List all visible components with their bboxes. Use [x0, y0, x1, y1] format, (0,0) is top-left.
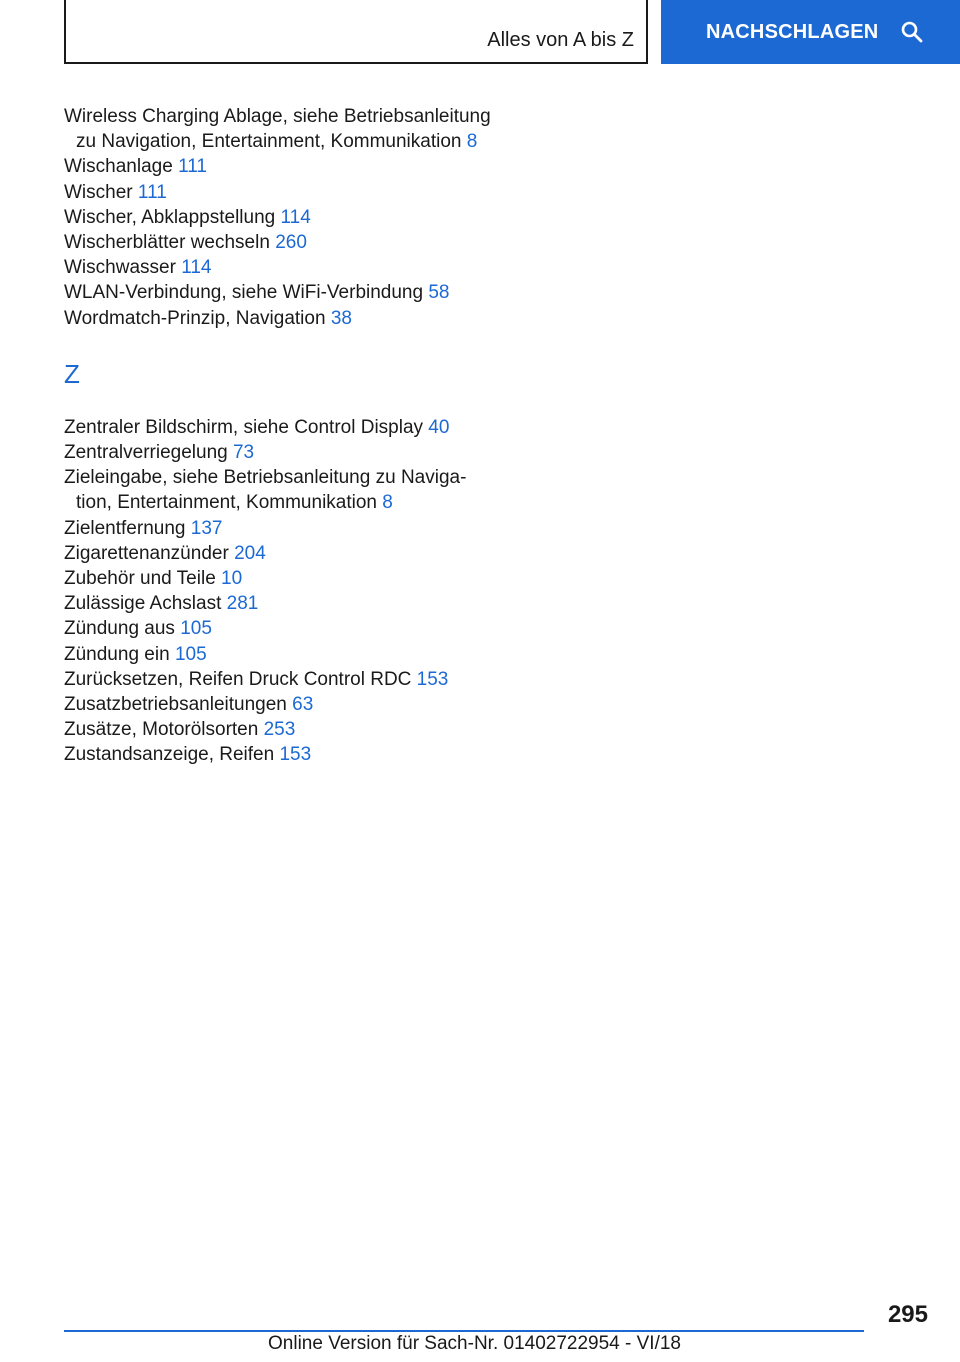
index-entry-text: Wischanlage [64, 156, 173, 178]
index-entry-text: Zentraler Bildschirm, siehe Control Display [64, 416, 424, 438]
header-frame [64, 0, 648, 64]
index-entry [64, 306, 494, 331]
index-page-link[interactable]: 63 [292, 694, 314, 716]
index-entry-text: Zubehör und Teile [64, 568, 216, 590]
index-page-link[interactable]: 114 [280, 206, 311, 228]
index-page-link[interactable]: 10 [221, 568, 243, 590]
page-number: 295 [887, 1301, 928, 1328]
index-entry-text: Zieleingabe, siehe Betriebsanleitung zu Navigation, Entertainment, Kommunikation [64, 467, 467, 514]
index-page-link[interactable]: 153 [416, 668, 449, 690]
index-entry [64, 616, 494, 641]
index-entry [64, 205, 494, 230]
index-page-link[interactable]: 58 [428, 282, 450, 304]
index-entry-text: Wischer, Abklappstellung [64, 206, 276, 228]
section-label: NACHSCHLAGEN [706, 20, 879, 43]
index-page-link[interactable]: 38 [330, 307, 352, 329]
index-letter-heading: Z [64, 358, 80, 389]
index-entry-text: Zustandsanzeige, Reifen [64, 744, 275, 766]
index-page-link[interactable]: 137 [190, 517, 223, 539]
index-entry-text: Wischerblätter wechseln [64, 232, 270, 254]
search-icon[interactable] [900, 20, 924, 44]
index-entry [64, 566, 494, 591]
index-page-link[interactable]: 8 [466, 131, 478, 153]
index-page-link[interactable]: 253 [263, 719, 296, 741]
index-entry [64, 230, 494, 255]
index-entry [64, 465, 494, 515]
index-list [64, 104, 494, 768]
section-tab[interactable] [661, 0, 960, 64]
index-entry-text: Wireless Charging Ablage, siehe Betriebsanleitung zu Navigation, Entertainment, Kommunikation [64, 106, 491, 153]
index-entry [64, 154, 494, 179]
index-page-link[interactable]: 105 [180, 618, 212, 640]
index-page-link[interactable]: 153 [279, 744, 312, 766]
index-entry [64, 541, 494, 566]
index-entry-text: Wordmatch-Prinzip, Navigation [64, 307, 326, 329]
index-entry-text: Zurücksetzen, Reifen Druck Control RDC [64, 668, 412, 690]
index-entry [64, 180, 494, 205]
index-entry [64, 591, 494, 616]
index-entry [64, 516, 494, 541]
index-entry-text: Zündung ein [64, 643, 170, 665]
index-entry [64, 717, 494, 742]
index-entry-text: Wischer [64, 181, 133, 203]
chapter-title: Alles von A bis Z [487, 29, 634, 51]
index-page-link[interactable]: 40 [428, 416, 450, 438]
index-entry-text: WLAN-Verbindung, siehe WiFi-Verbindung [64, 282, 424, 304]
index-page-link[interactable]: 73 [232, 442, 255, 464]
index-entry [64, 667, 494, 692]
index-page-link[interactable]: 105 [174, 643, 207, 665]
index-entry [64, 692, 494, 717]
index-entry-text: Zusätze, Motorölsorten [64, 719, 259, 741]
index-entry [64, 742, 494, 767]
index-page-link[interactable]: 8 [382, 492, 393, 514]
index-entry [64, 104, 494, 154]
index-entry-text: Zentralverriegelung [64, 442, 228, 464]
index-page-link[interactable]: 114 [181, 257, 212, 279]
footer-text: Online Version für Sach-Nr. 01402722954 - VI/18 [268, 1333, 681, 1354]
index-entry [64, 255, 494, 280]
index-page-link[interactable]: 204 [234, 542, 266, 564]
index-page-link[interactable]: 111 [178, 156, 207, 178]
index-entry-text: Zigarettenanzünder [64, 542, 229, 564]
index-entry-text: Zielentfernung [64, 517, 186, 539]
index-entry [64, 415, 494, 440]
index-page-link[interactable]: 260 [275, 232, 307, 254]
index-page-link[interactable]: 281 [226, 593, 259, 615]
index-entry [64, 280, 494, 305]
index-entry-text: Zündung aus [64, 618, 175, 640]
index-entry-text: Zusatzbetriebsanleitungen [64, 694, 287, 716]
index-entry [64, 642, 494, 667]
footer-divider [64, 1330, 864, 1332]
index-entry [64, 440, 494, 465]
index-entry-text: Zulässige Achslast [64, 593, 222, 615]
index-entry-text: Wischwasser [64, 257, 176, 279]
index-page-link[interactable]: 111 [137, 181, 167, 203]
